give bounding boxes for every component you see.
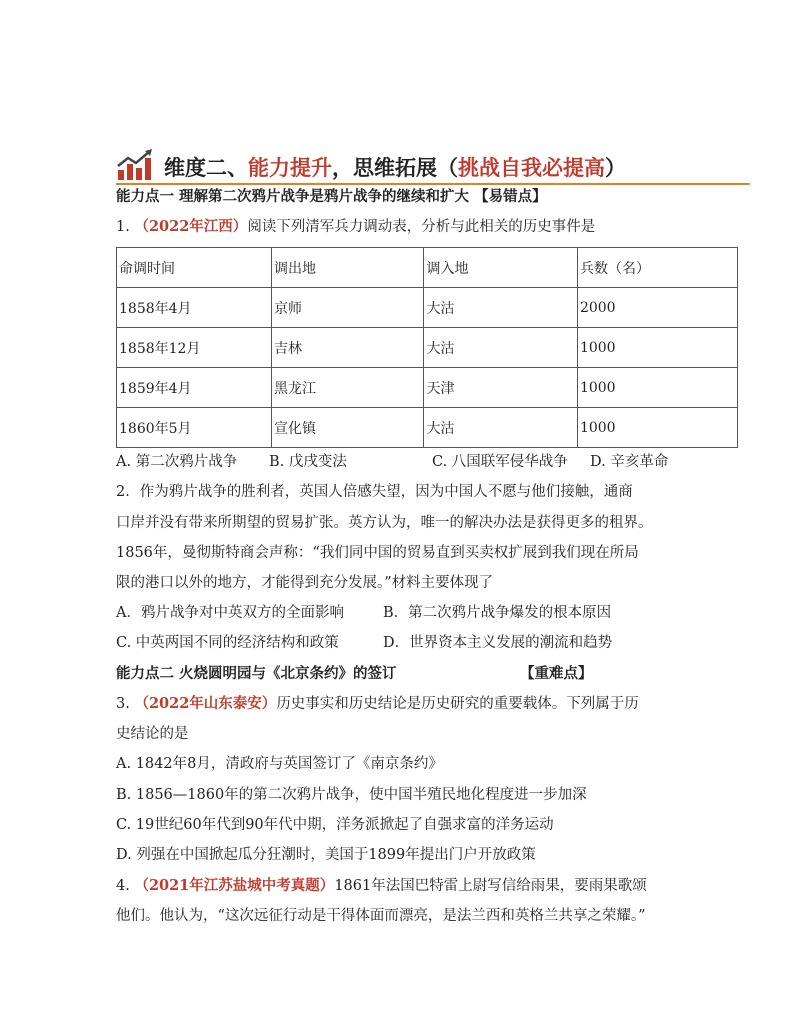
q1-option-d: D. 辛亥革命 xyxy=(590,454,669,470)
q1-option-a: A. 第二次鸦片战争 xyxy=(116,454,238,470)
table-cell: 大沽 xyxy=(424,408,577,448)
table-cell: 1859年4月 xyxy=(117,368,272,408)
table-row xyxy=(117,328,738,368)
table-cell: 天津 xyxy=(424,368,577,408)
q3-stem-cont: 史结论的是 xyxy=(116,726,189,742)
table-cell: 大沽 xyxy=(424,288,577,328)
table-cell: 京师 xyxy=(271,288,424,328)
q1-source: （2022年江西） xyxy=(134,218,248,235)
q3-option-d: D. 列强在中国掀起瓜分狂潮时，美国于1899年提出门户开放政策 xyxy=(116,847,536,863)
section2-title-text: 能力点二 火烧圆明园与《北京条约》的签订 xyxy=(116,665,397,682)
q1-option-c: C. 八国联军侵华战争 xyxy=(432,454,568,470)
q3-source: （2022年山东泰安） xyxy=(134,695,277,712)
q4-stem-cont: 他们。他认为，“这次远征行动是干得体面而漂亮，是法兰西和英格兰共享之荣耀。” xyxy=(116,908,646,924)
q4-source: （2021年江苏盐城中考真题） xyxy=(134,877,335,894)
q2-options-row2 xyxy=(116,633,613,653)
table-row xyxy=(117,288,738,328)
q1-stem xyxy=(116,217,595,237)
q4-number: 4. xyxy=(116,878,130,894)
table-header-cell: 命调时间 xyxy=(117,248,272,288)
q2-line: 1856年，曼彻斯特商会声称：“我们同中国的贸易直到买卖权扩展到我们现在所局 xyxy=(116,545,639,561)
table-cell: 宣化镇 xyxy=(271,408,424,448)
q2-line: 口岸并没有带来所期望的贸易扩张。英方认为，唯一的解决办法是获得更多的租界。 xyxy=(116,515,653,531)
section2-title xyxy=(116,664,593,684)
q1-option-b: B. 戊戌变法 xyxy=(269,454,347,470)
section-header-title: 维度二、能力提升，思维拓展（挑战自我必提高） xyxy=(164,156,626,180)
q4-text: 1861年法国巴特雷上尉写信给雨果，要雨果歌颂 xyxy=(334,878,647,894)
table-header-cell: 兵数（名） xyxy=(577,248,737,288)
table-cell: 2000 xyxy=(577,288,737,328)
q1-text: 阅读下列清军兵力调动表，分析与此相关的历史事件是 xyxy=(247,219,596,235)
q3-number: 3. xyxy=(116,696,130,712)
table-row xyxy=(117,408,738,448)
rising-chart-icon xyxy=(116,148,156,182)
table-header-cell: 调入地 xyxy=(424,248,577,288)
troop-table xyxy=(116,247,738,448)
q3-text: 历史事实和历史结论是历史研究的重要载体。下列属于历 xyxy=(276,696,639,712)
table-cell: 1000 xyxy=(577,368,737,408)
q3-option-b: B. 1856—1860年的第二次鸦片战争，使中国半殖民地化程度进一步加深 xyxy=(116,787,587,803)
table-header-row xyxy=(117,248,738,288)
q2-line: 限的港口以外的地方，才能得到充分发展。”材料主要体现了 xyxy=(116,575,494,591)
table-cell: 1000 xyxy=(577,408,737,448)
q2-option-d: D．世界资本主义发展的潮流和趋势 xyxy=(383,635,613,651)
table-row xyxy=(117,368,738,408)
table-cell: 黑龙江 xyxy=(271,368,424,408)
header-divider xyxy=(116,183,750,185)
q1-number: 1. xyxy=(116,219,130,235)
q2-option-c: C. 中英两国不同的经济结构和政策 xyxy=(116,635,339,651)
table-cell: 1858年4月 xyxy=(117,288,272,328)
q2-options-row1 xyxy=(116,603,612,623)
q2-line: 2．作为鸦片战争的胜利者，英国人倍感失望，因为中国人不愿与他们接触，通商 xyxy=(116,484,633,500)
section2-tag: 【重难点】 xyxy=(520,665,593,682)
q4-stem xyxy=(116,876,647,896)
table-cell: 大沽 xyxy=(424,328,577,368)
section1-title: 能力点一 理解第二次鸦片战争是鸦片战争的继续和扩大 【易错点】 xyxy=(116,188,547,205)
q3-option-a: A. 1842年8月，清政府与英国签订了《南京条约》 xyxy=(116,756,443,772)
q2-option-a: A．鸦片战争对中英双方的全面影响 xyxy=(116,605,344,621)
q3-option-c: C. 19世纪60年代到90年代中期，洋务派掀起了自强求富的洋务运动 xyxy=(116,817,554,833)
table-cell: 1000 xyxy=(577,328,737,368)
table-cell: 1860年5月 xyxy=(117,408,272,448)
section-header xyxy=(116,148,750,184)
q1-options xyxy=(116,452,669,472)
table-cell: 1858年12月 xyxy=(117,328,272,368)
q3-stem xyxy=(116,694,639,714)
q2-option-b: B．第二次鸦片战争爆发的根本原因 xyxy=(383,605,612,621)
table-cell: 吉林 xyxy=(271,328,424,368)
table-header-cell: 调出地 xyxy=(271,248,424,288)
